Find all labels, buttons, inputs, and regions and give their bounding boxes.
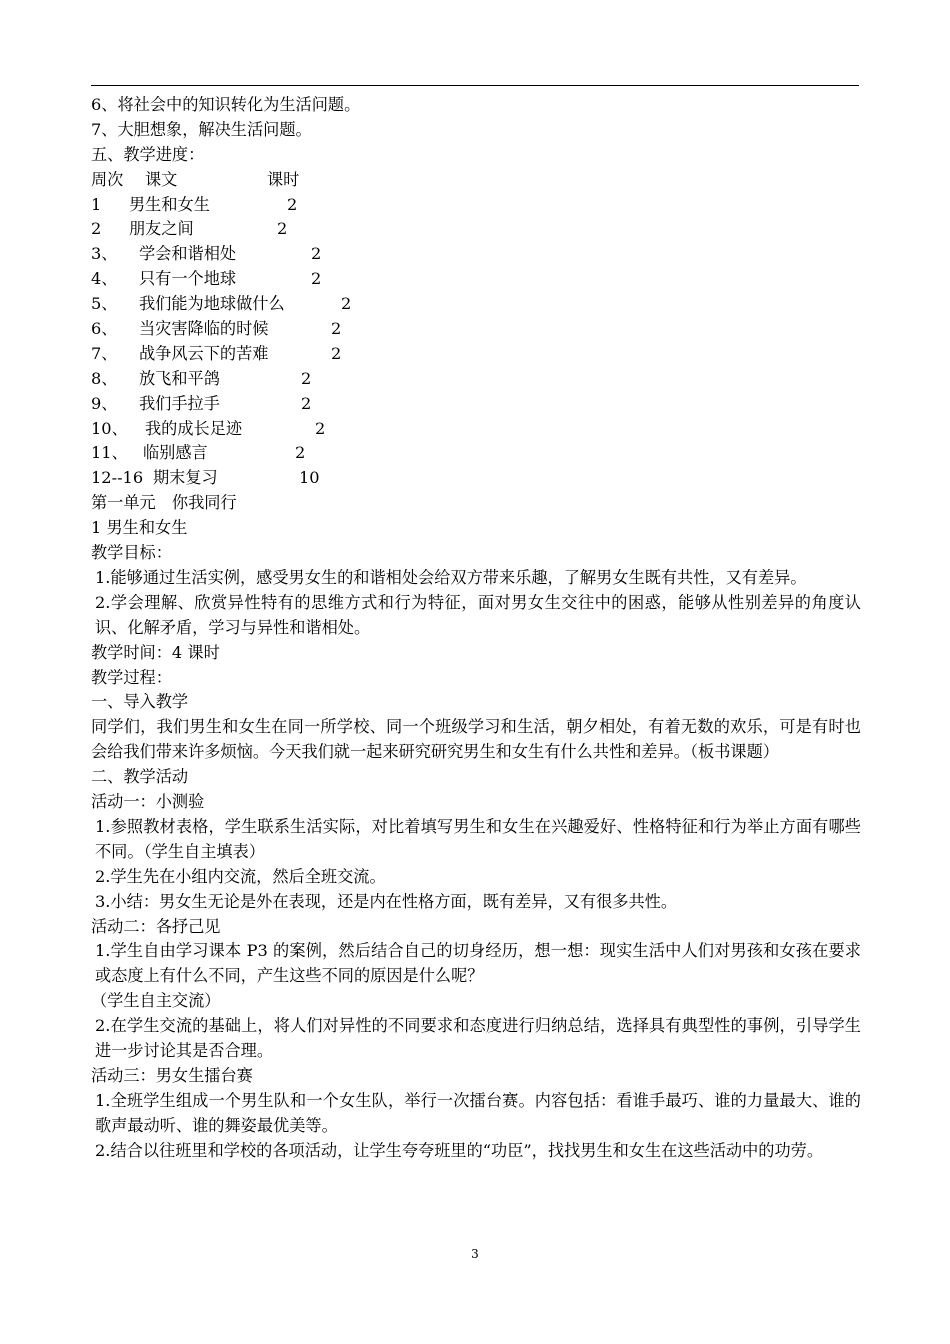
schedule-header-row: [91, 168, 861, 193]
schedule-title: 临别感言: [143, 443, 208, 463]
schedule-hours: 2: [301, 368, 312, 388]
activity-heading: 活动二：各抒己见: [91, 916, 221, 936]
activity-step: 3.小结：男女生无论是外在表现，还是内在性格方面，既有差异，又有很多共性。: [95, 891, 678, 911]
lesson-title: 1 男生和女生: [91, 518, 188, 538]
schedule-hours: 2: [311, 244, 322, 264]
schedule-row: [91, 242, 861, 267]
unit-heading: 第一单元 你我同行: [91, 493, 237, 513]
schedule-header-hours: 课时: [267, 169, 300, 189]
schedule-title: 我们手拉手: [139, 393, 220, 413]
schedule-week: 9、: [91, 393, 118, 413]
schedule-week: 8、: [91, 368, 118, 388]
schedule-row: [91, 392, 861, 417]
schedule-row: [91, 317, 861, 342]
section-heading: 教学过程：: [91, 667, 172, 687]
schedule-row: [91, 342, 861, 367]
activity-heading: 活动一：小测验: [91, 792, 205, 812]
schedule-header-title: 课文: [145, 169, 178, 189]
schedule-week: 10、: [91, 418, 128, 438]
schedule-header-week: 周次: [91, 169, 124, 189]
schedule-title: 男生和女生: [129, 194, 210, 214]
schedule-hours: 2: [311, 269, 322, 289]
schedule-hours: 2: [301, 393, 312, 413]
schedule-title: 当灾害降临的时候: [139, 319, 269, 339]
note: （学生自主交流）: [91, 991, 221, 1011]
schedule-row: [91, 193, 861, 218]
page-content: [91, 93, 861, 1164]
schedule-hours: 2: [277, 219, 288, 239]
schedule-hours: 10: [299, 468, 320, 488]
schedule-week: 6、: [91, 319, 118, 339]
activity-step: 1.参照教材表格，学生联系生活实际，对比着填写男生和女生在兴趣爱好、性格特征和行为举止方面有哪些不同。（学生自主填表）: [95, 816, 861, 861]
schedule-week: 3、: [91, 244, 118, 264]
schedule-hours: 2: [315, 418, 326, 438]
activity-step: 1.学生自由学习课本 P3 的案例，然后结合自己的切身经历，想一想：现实生活中人们对男孩和女孩在要求或态度上有什么不同，产生这些不同的原因是什么呢？: [95, 941, 861, 986]
teaching-time: 教学时间：4 课时: [91, 642, 220, 662]
schedule-title: 期末复习: [153, 468, 218, 488]
schedule-hours: 2: [287, 194, 298, 214]
schedule-hours: 2: [331, 343, 342, 363]
schedule-week: 1: [91, 194, 102, 214]
schedule-title: 我们能为地球做什么: [139, 294, 285, 314]
schedule-hours: 2: [331, 319, 342, 339]
schedule-title: 放飞和平鸽: [139, 368, 220, 388]
schedule-title: 学会和谐相处: [139, 244, 237, 264]
schedule-week: 7、: [91, 343, 118, 363]
schedule-row: [91, 267, 861, 292]
text-line: 7、大胆想象，解决生活问题。: [91, 119, 312, 139]
page-number: 3: [471, 1247, 479, 1261]
schedule-week: 5、: [91, 294, 118, 314]
paragraph: 同学们，我们男生和女生在同一所学校、同一个班级学习和生活，朝夕相处，有着无数的欢乐，可是有时也会给我们带来许多烦恼。今天我们就一起来研究研究男生和女生有什么共性和差异。（板书课题）: [91, 717, 861, 762]
activity-step: 2.结合以往班里和学校的各项活动，让学生夸夸班里的“功臣”，找找男生和女生在这些活动中的功劳。: [95, 1140, 824, 1160]
schedule-row: [91, 466, 861, 491]
section-heading: 五、教学进度：: [91, 144, 205, 164]
objective-item: 2.学会理解、欣赏异性特有的思维方式和行为特征，面对男女生交往中的困惑，能够从性别差异的角度认识、化解矛盾，学习与异性和谐相处。: [95, 592, 861, 637]
schedule-week: 11、: [91, 443, 128, 463]
schedule-title: 我的成长足迹: [145, 418, 243, 438]
activity-step: 1.全班学生组成一个男生队和一个女生队，举行一次擂台赛。内容包括：看谁手最巧、谁的力量最大、谁的歌声最动听、谁的舞姿最优美等。: [95, 1090, 861, 1135]
text-line: 6、将社会中的知识转化为生活问题。: [91, 95, 361, 114]
schedule-row: [91, 292, 861, 317]
schedule-table: [91, 168, 861, 492]
schedule-title: 只有一个地球: [139, 269, 237, 289]
objective-item: 1.能够通过生活实例，感受男女生的和谐相处会给双方带来乐趣，了解男女生既有共性，又有差异。: [95, 567, 807, 587]
activity-step: 2.学生先在小组内交流，然后全班交流。: [95, 866, 386, 886]
schedule-week: 12--16: [91, 468, 144, 488]
schedule-row: [91, 441, 861, 466]
schedule-week: 2: [91, 219, 102, 239]
section-heading: 二、教学活动: [91, 767, 189, 787]
schedule-row: [91, 217, 861, 242]
schedule-row: [91, 367, 861, 392]
section-heading: 一、导入教学: [91, 692, 189, 712]
schedule-week: 4、: [91, 269, 118, 289]
schedule-hours: 2: [295, 443, 306, 463]
section-heading: 教学目标：: [91, 543, 172, 563]
schedule-hours: 2: [341, 294, 352, 314]
activity-step: 2.在学生交流的基础上，将人们对异性的不同要求和态度进行归纳总结，选择具有典型性的事例，引导学生进一步讨论其是否合理。: [95, 1016, 861, 1061]
schedule-row: [91, 417, 861, 442]
schedule-title: 战争风云下的苦难: [139, 343, 269, 363]
schedule-title: 朋友之间: [129, 219, 194, 239]
header-rule: [91, 85, 859, 86]
activity-heading: 活动三：男女生擂台赛: [91, 1065, 253, 1085]
